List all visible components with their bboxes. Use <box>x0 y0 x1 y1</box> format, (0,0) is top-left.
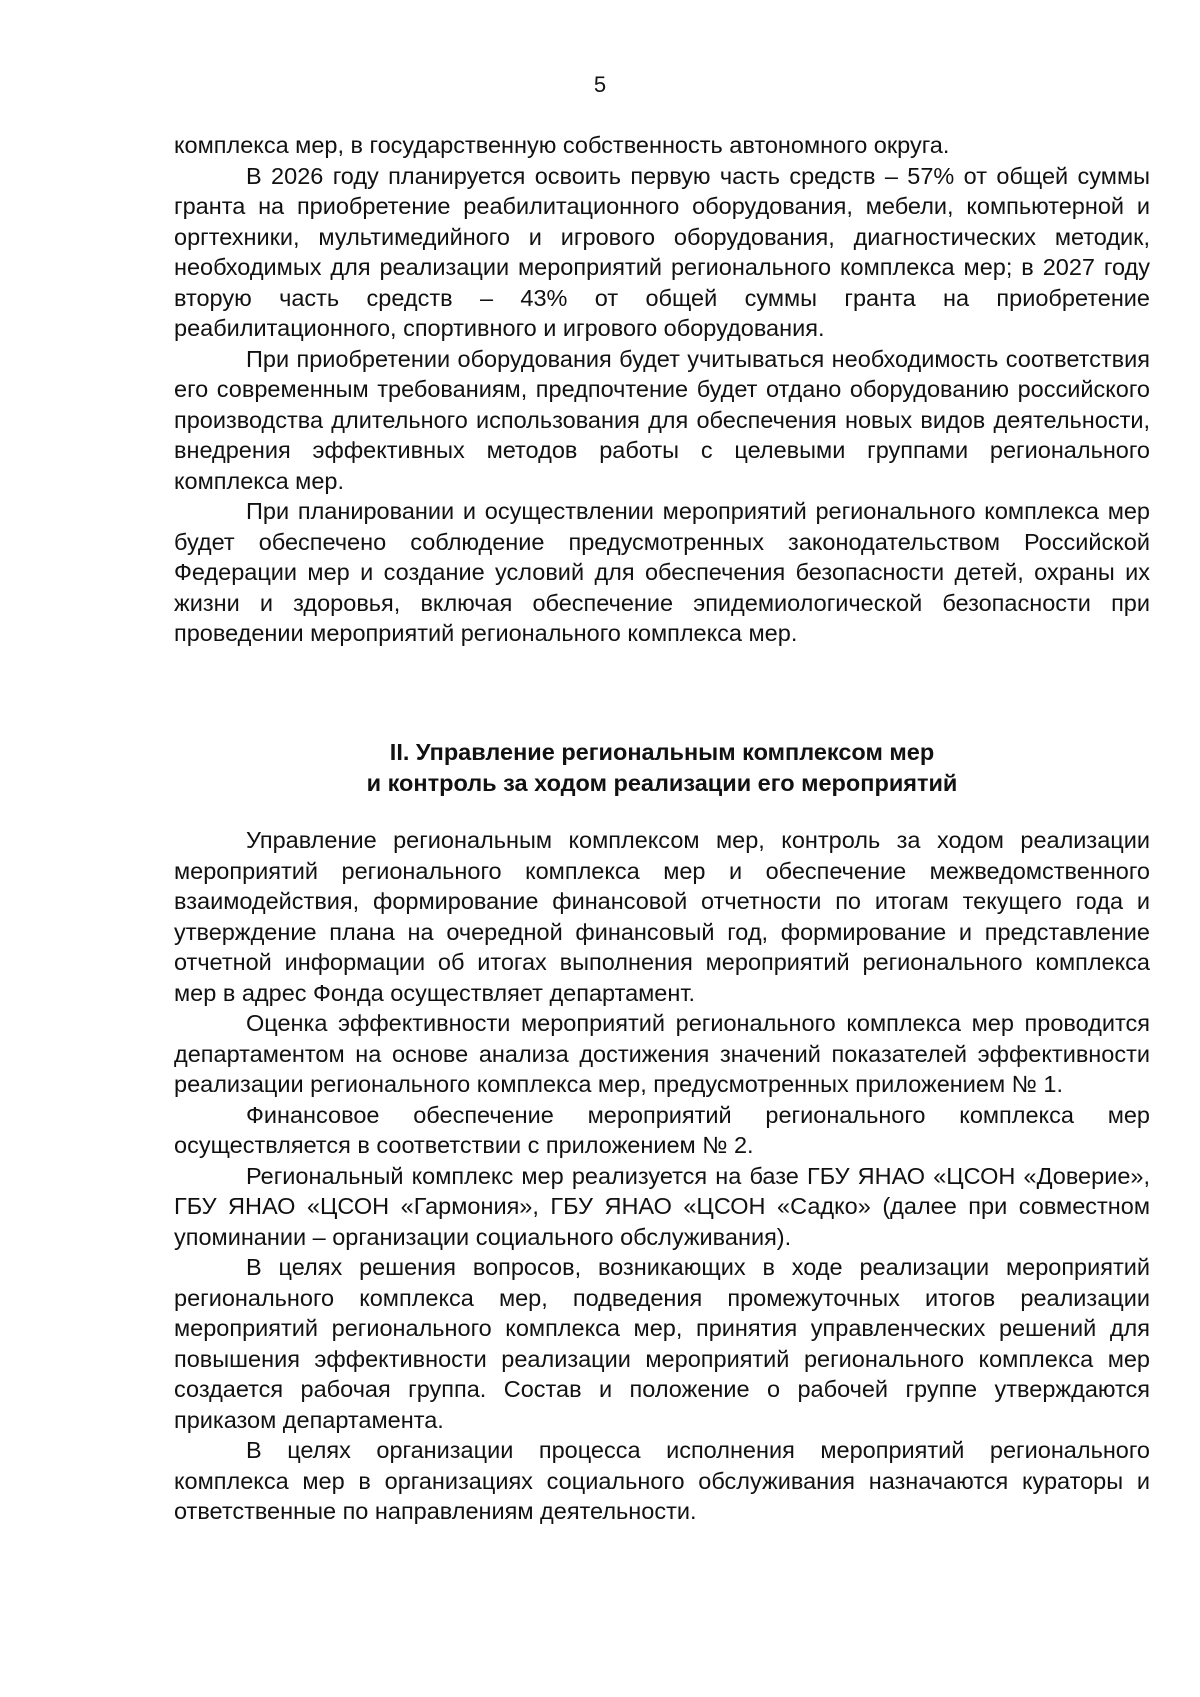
paragraph-child-safety: При планировании и осуществлении мероприятий регионального комплекса мер будет обеспечено соблюдение предусмотренных законодательством Российской Федерации мер и создание условий для обеспечения безопасности детей, охраны их жизни и здоровья, включая обеспечение эпидемиологической безопасности при проведении мероприятий регионального комплекса мер. <box>174 498 1150 646</box>
paragraph-equipment-requirements: При приобретении оборудования будет учитываться необходимость соответствия его современным требованиям, предпочтение будет отдано оборудованию российского производства длительного использования для обеспечения новых видов деятельности, внедрения эффективных методов работы с целевыми группами регионального комплекса мер. <box>174 345 1150 494</box>
section-text-block <box>174 825 1150 1527</box>
paragraph-efficiency-evaluation: Оценка эффективности мероприятий регионального комплекса мер проводится департаментом на основе анализа достижения значений показателей эффективности реализации регионального комплекса мер, предусмотренных приложением № 1. <box>174 1010 1150 1097</box>
top-text-block <box>174 130 1150 649</box>
section-heading-line-2: и контроль за ходом реализации его мероприятий <box>366 769 958 796</box>
paragraph-organizations: Региональный комплекс мер реализуется на базе ГБУ ЯНАО «ЦСОН «Доверие», ГБУ ЯНАО «ЦСОН «Гармония», ГБУ ЯНАО «ЦСОН «Садко» (далее при совместном упоминании – организации социального обслуживания). <box>174 1162 1150 1250</box>
section-heading <box>174 737 1150 798</box>
paragraph-continuation: комплекса мер, в государственную собственность автономного округа. <box>174 132 950 158</box>
section-heading-line-1: II. Управление региональным комплексом мер <box>389 739 935 765</box>
paragraph-working-group: В целях решения вопросов, возникающих в ходе реализации мероприятий регионального комплекса мер, подведения промежуточных итогов реализации мероприятий регионального комплекса мер, принятия управленческих решений для повышения эффективности реализации мероприятий регионального комплекса мер создается рабочая группа. Состав и положение о рабочей группе утверждаются приказом департамента. <box>174 1254 1150 1433</box>
paragraph-management: Управление региональным комплексом мер, контроль за ходом реализации мероприятий регионального комплекса мер и обеспечение межведомственного взаимодействия, формирование финансовой отчетности по итогам текущего года и утверждение плана на очередной финансовый год, формирование и представление отчетной информации об итогах выполнения мероприятий регионального комплекса мер в адрес Фонда осуществляет департамент. <box>174 827 1150 1006</box>
paragraph-financing: Финансовое обеспечение мероприятий регионального комплекса мер осуществляется в соответствии с приложением № 2. <box>174 1101 1150 1158</box>
page-number: 5 <box>593 72 607 97</box>
paragraph-curators: В целях организации процесса исполнения мероприятий регионального комплекса мер в организациях социального обслуживания назначаются кураторы и ответственные по направлениям деятельности. <box>174 1437 1150 1524</box>
paragraph-grant-spending: В 2026 году планируется освоить первую часть средств – 57% от общей суммы гранта на приобретение реабилитационного оборудования, мебели, компьютерной и оргтехники, мультимедийного и игрового оборудования, диагностических методик, необходимых для реализации мероприятий регионального комплекса мер; в 2027 году вторую часть средств – 43% от общей суммы гранта на приобретение реабилитационного, спортивного и игрового оборудования. <box>174 162 1150 341</box>
